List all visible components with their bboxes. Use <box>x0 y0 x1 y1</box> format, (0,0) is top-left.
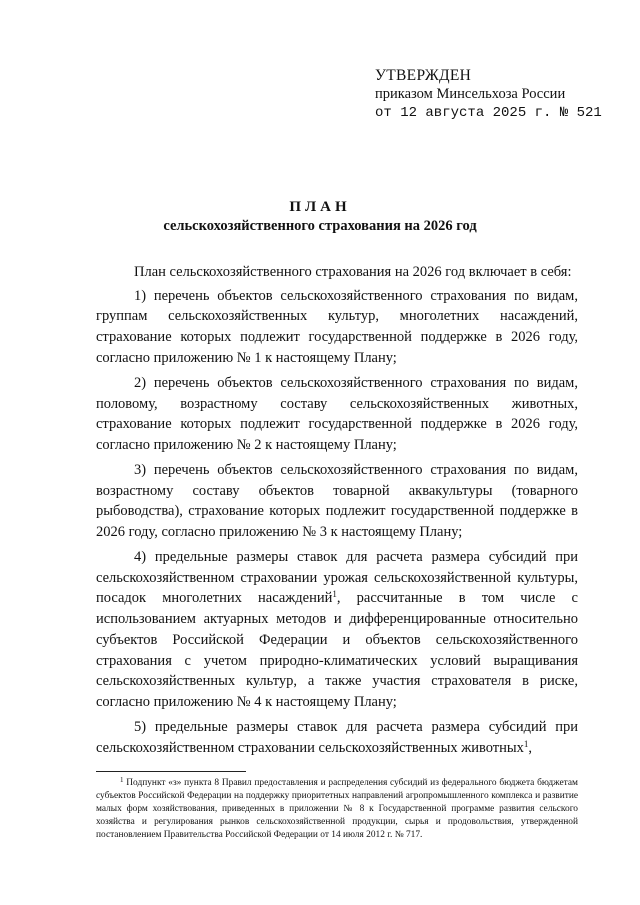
list-item-5-text-end: , <box>528 739 533 756</box>
list-item-4 <box>96 547 578 713</box>
footnote-text: Подпункт «з» пункта 8 Правил предоставления и распределения субсидий из федерального бюджета бюджетам субъектов Российской Федерации на поддержку приоритетных направлений агропромышленного комплекса и развитие малых форм хозяйствования, приведенных в приложении № 8 к Государственной программе развития сельского хозяйства и регулирования рынков сельскохозяйственной продукции, сырья и продовольствия, утвержденной постановлением Правительства Российской Федерации от 14 июля 2012 г. № 717. <box>96 778 578 840</box>
document-subtitle: сельскохозяйственного страхования на 2026 год <box>163 218 477 234</box>
list-item-5 <box>96 717 578 758</box>
list-item-3: 3) перечень объектов сельскохозяйственного страхования по видам, возрастному составу объектов товарной аквакультуры (товарного рыбоводства), страхование которых подлежит государственной поддержке в 2026 году, согласно приложению № 3 к настоящему Плану; <box>96 461 578 541</box>
list-item-4-text-end: , рассчитанные в том числе с использованием актуарных методов и дифференцированные относительно субъектов Российской Федерации и объектов сельскохозяйственного страхования с учетом природно-климатических условий выращивания сельскохозяйственных культур, а также участия страхователя в риске, согласно приложению № 4 к настоящему Плану; <box>96 590 578 710</box>
approval-title: УТВЕРЖДЕН <box>375 67 472 84</box>
document-body <box>96 262 578 763</box>
footnote <box>96 777 578 842</box>
list-item-5-text-start: 5) предельные размеры ставок для расчета размера субсидий при сельскохозяйственном страховании сельскохозяйственных животных <box>96 718 578 756</box>
list-item-2: 2) перечень объектов сельскохозяйственного страхования по видам, половому, возрастному составу сельскохозяйственных животных, страхование которых подлежит государственной поддержке в 2026 году, согласно приложению № 2 к настоящему Плану; <box>96 374 578 453</box>
approval-order: приказом Минсельхоза России <box>375 86 566 102</box>
list-item-4-text-start: 4) предельные размеры ставок для расчета размера субсидий при сельскохозяйственном страховании урожая сельскохозяйственной культуры, посадок многолетних насаждений <box>96 549 578 607</box>
approval-date: от 12 августа 2025 г. № 521 <box>375 105 602 121</box>
list-item-1: 1) перечень объектов сельскохозяйственного страхования по видам, группам сельскохозяйственных культур, многолетних насаждений, страхование которых подлежит государственной поддержке в 2026 году, согласно приложению № 1 к настоящему Плану; <box>96 287 578 366</box>
footnote-ref: 1 <box>332 589 337 600</box>
document-title: ПЛАН <box>289 199 351 215</box>
intro-paragraph: План сельскохозяйственного страхования на 2026 год включает в себя: <box>134 264 572 280</box>
approval-stamp <box>375 66 602 123</box>
footnote-mark: 1 <box>120 776 124 784</box>
footnote-separator <box>96 771 246 772</box>
footnote-ref: 1 <box>523 738 529 749</box>
